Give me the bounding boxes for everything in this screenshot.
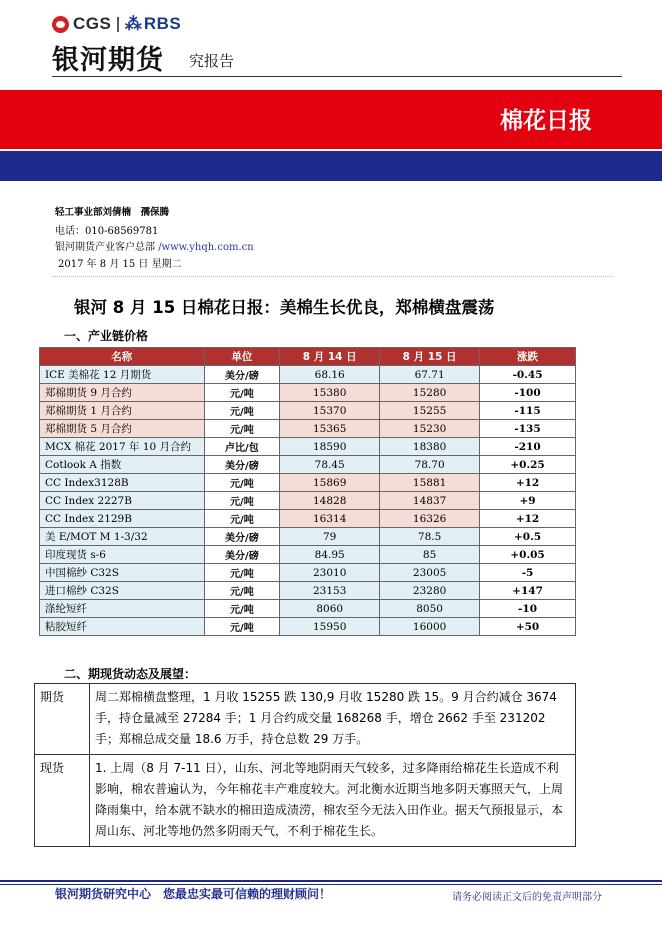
cell-change: -100 (480, 384, 576, 402)
cell-aug15: 14837 (380, 492, 480, 510)
section-outlook-title: 二、期现货动态及展望： (64, 667, 197, 681)
col-aug15: 8 月 15 日 (380, 348, 480, 366)
cell-change: -0.45 (480, 366, 576, 384)
cell-aug15: 85 (380, 546, 480, 564)
cell-name: 中国棉纱 C32S (40, 564, 205, 582)
cell-change: -10 (480, 600, 576, 618)
table-row (40, 456, 576, 474)
col-name: 名称 (40, 348, 205, 366)
cell-aug14: 15370 (280, 402, 380, 420)
cell-aug15: 78.5 (380, 528, 480, 546)
cell-aug15: 67.71 (380, 366, 480, 384)
footer-disclaimer: 请务必阅读正文后的免责声明部分 (452, 892, 602, 903)
cell-change: +9 (480, 492, 576, 510)
report-type-label: 究报告 (189, 52, 235, 70)
cell-aug14: 23010 (280, 564, 380, 582)
price-table-header (40, 348, 576, 366)
table-row (40, 366, 576, 384)
footer-slogan: 银河期货研究中心 您最忠实最可信赖的理财顾问！ (55, 887, 332, 901)
section-price-title: 一、产业链价格 (64, 329, 149, 343)
company-logo (52, 14, 181, 34)
banner-title: 棉花日报 (500, 108, 592, 134)
cell-aug15: 78.70 (380, 456, 480, 474)
header-divider (52, 76, 622, 77)
cell-change: +12 (480, 510, 576, 528)
cell-aug15: 15881 (380, 474, 480, 492)
cell-aug15: 18380 (380, 438, 480, 456)
cell-name: 郑棉期货 1 月合约 (40, 402, 205, 420)
cell-unit: 元/吨 (204, 474, 280, 492)
cell-unit: 元/吨 (204, 564, 280, 582)
authors: 轻工事业部刘倩楠 孺保腾 (55, 207, 170, 218)
cell-name: 郑棉期货 9 月合约 (40, 384, 205, 402)
cell-aug14: 68.16 (280, 366, 380, 384)
outlook-row-spot (35, 755, 576, 847)
cell-unit: 美分/磅 (204, 546, 280, 564)
banner-stripe (0, 151, 662, 181)
cell-name: 涤纶短纤 (40, 600, 205, 618)
cell-aug15: 8050 (380, 600, 480, 618)
website-link[interactable]: /www.yhqh.com.cn (158, 242, 254, 253)
cell-unit: 元/吨 (204, 402, 280, 420)
cell-change: +0.25 (480, 456, 576, 474)
outlook-label: 现货 (35, 755, 90, 847)
cell-aug14: 78.45 (280, 456, 380, 474)
org-name: 银河期货产业客户总部 (55, 242, 155, 253)
table-row (40, 510, 576, 528)
logo-rbs-text: RBS (143, 14, 182, 33)
outlook-text: 周二郑棉横盘整理，1 月收 15255 跌 130,9 月收 15280 跌 15。9 月合约减仓 3674 手，持仓量减至 27284 手；1 月合约成交量 168268 手，增仓 2662 手至 231202 手；郑棉总成交量 18.6 万手，持仓总数 29 万手。 (90, 684, 576, 755)
outlook-text: 1. 上周（8 月 7-11 日），山东、河北等地阴雨天气较多，过多降雨给棉花生长造成不利影响，棉农普遍认为，今年棉花丰产难度较大。河北衡水近期当地多阴天寡照天气，上周降雨集中，给本就不缺水的棉田造成渍涝，棉农至今无法入田作业。据天气预报显示，本周山东、河北等地仍然多阴雨天气，不利于棉花生长。 (90, 755, 576, 847)
cell-unit: 美分/磅 (204, 528, 280, 546)
cell-change: +147 (480, 582, 576, 600)
cell-name: CC Index 2227B (40, 492, 205, 510)
cell-unit: 元/吨 (204, 384, 280, 402)
cell-aug14: 15950 (280, 618, 380, 636)
logo-cgs-text: CGS (73, 14, 112, 33)
cell-name: 美 E/MOT M 1-3/32 (40, 528, 205, 546)
cell-name: Cotlook A 指数 (40, 456, 205, 474)
col-aug14: 8 月 14 日 (280, 348, 380, 366)
cell-unit: 元/吨 (204, 420, 280, 438)
phone: 电话：010-68569781 (55, 226, 159, 237)
cell-aug15: 23005 (380, 564, 480, 582)
cell-aug14: 8060 (280, 600, 380, 618)
price-table (39, 347, 576, 636)
cell-name: CC Index3128B (40, 474, 205, 492)
cell-change: +12 (480, 474, 576, 492)
cell-aug14: 23153 (280, 582, 380, 600)
table-row (40, 528, 576, 546)
outlook-row-futures (35, 684, 576, 755)
cell-aug14: 15869 (280, 474, 380, 492)
cell-aug14: 84.95 (280, 546, 380, 564)
logo-divider (117, 17, 119, 32)
cell-aug15: 15255 (380, 402, 480, 420)
table-row (40, 546, 576, 564)
cell-name: 印度现货 s-6 (40, 546, 205, 564)
cell-name: CC Index 2129B (40, 510, 205, 528)
meta-divider (52, 276, 612, 277)
cell-change: -135 (480, 420, 576, 438)
cell-name: 进口棉纱 C32S (40, 582, 205, 600)
cell-unit: 卢比/包 (204, 438, 280, 456)
cell-unit: 美分/磅 (204, 366, 280, 384)
cell-unit: 元/吨 (204, 600, 280, 618)
cell-name: MCX 棉花 2017 年 10 月合约 (40, 438, 205, 456)
page-title: 银河 8 月 15 日棉花日报：美棉生长优良，郑棉横盘震荡 (74, 298, 495, 317)
table-row (40, 384, 576, 402)
cell-aug14: 16314 (280, 510, 380, 528)
cell-aug15: 16000 (380, 618, 480, 636)
table-row (40, 564, 576, 582)
cell-aug14: 14828 (280, 492, 380, 510)
footer-rule (0, 880, 662, 882)
cell-unit: 美分/磅 (204, 456, 280, 474)
cell-name: 粘胶短纤 (40, 618, 205, 636)
cell-unit: 元/吨 (204, 582, 280, 600)
table-row (40, 420, 576, 438)
table-row (40, 582, 576, 600)
cell-aug15: 15280 (380, 384, 480, 402)
cell-aug14: 18590 (280, 438, 380, 456)
cell-aug14: 15380 (280, 384, 380, 402)
cell-change: +50 (480, 618, 576, 636)
rbs-logo-icon: ⁂ (124, 14, 142, 33)
table-row (40, 474, 576, 492)
cell-name: ICE 美棉花 12 月期货 (40, 366, 205, 384)
cell-aug14: 15365 (280, 420, 380, 438)
cell-unit: 元/吨 (204, 510, 280, 528)
cell-change: -115 (480, 402, 576, 420)
table-row (40, 600, 576, 618)
col-change: 涨跌 (480, 348, 576, 366)
table-row (40, 492, 576, 510)
cell-change: +0.05 (480, 546, 576, 564)
banner (0, 90, 662, 149)
cell-unit: 元/吨 (204, 492, 280, 510)
cell-change: -5 (480, 564, 576, 582)
cell-aug15: 15230 (380, 420, 480, 438)
cgs-logo-icon (52, 16, 69, 33)
cell-aug15: 23280 (380, 582, 480, 600)
table-row (40, 438, 576, 456)
outlook-table (34, 683, 576, 847)
cell-unit: 元/吨 (204, 618, 280, 636)
org-line (55, 238, 254, 253)
report-date: 2017 年 8 月 15 日 星期二 (58, 259, 182, 270)
cell-aug14: 79 (280, 528, 380, 546)
table-row (40, 618, 576, 636)
outlook-label: 期货 (35, 684, 90, 755)
table-row (40, 402, 576, 420)
brand-name: 银河期货 (52, 45, 164, 76)
col-unit: 单位 (204, 348, 280, 366)
cell-change: +0.5 (480, 528, 576, 546)
cell-change: -210 (480, 438, 576, 456)
cell-name: 郑棉期货 5 月合约 (40, 420, 205, 438)
cell-aug15: 16326 (380, 510, 480, 528)
